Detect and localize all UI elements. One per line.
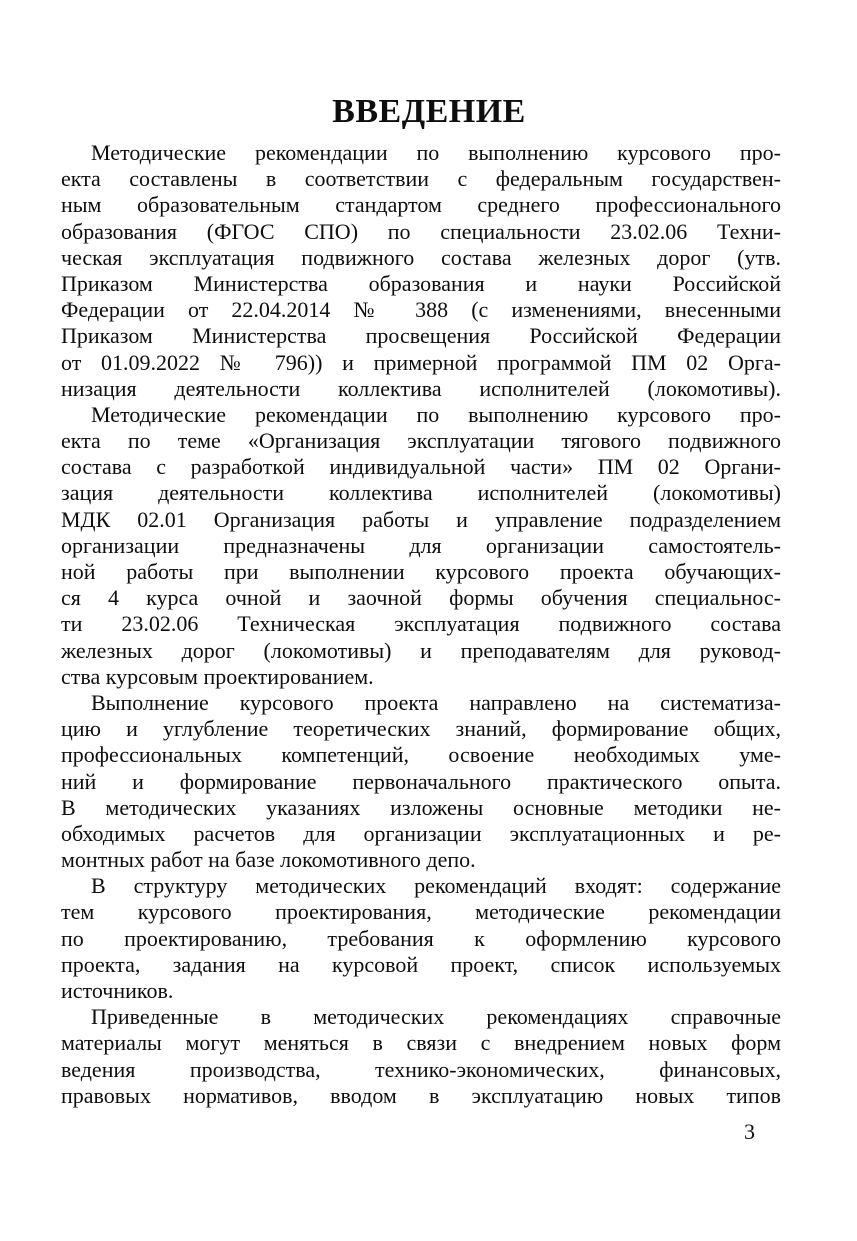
text-line: ведения производства, технико-экономических, финансовых, bbox=[61, 1056, 781, 1082]
text-line: организации предназначены для организации самостоятель- bbox=[61, 532, 781, 558]
text-line: В структуру методических рекомендаций входят: содержание bbox=[91, 873, 781, 899]
paragraph bbox=[61, 402, 781, 690]
text-line: ти 23.02.06 Техническая эксплуатация подвижного состава bbox=[61, 611, 781, 637]
text-line: низация деятельности коллектива исполнителей (локомотивы). bbox=[61, 375, 781, 401]
text-line: зация деятельности коллектива исполнителей (локомотивы) bbox=[61, 480, 781, 506]
paragraph bbox=[61, 1004, 781, 1109]
text-line: ной работы при выполнении курсового проекта обучающих- bbox=[61, 559, 781, 584]
paragraph bbox=[61, 140, 781, 402]
text-line: Приказом Министерства образования и науки Российской bbox=[61, 270, 781, 296]
text-line: проекта, задания на курсовой проект, список используемых bbox=[61, 951, 781, 977]
text-line: ся 4 курса очной и заочной формы обучения специальнос- bbox=[61, 585, 781, 611]
text-line: обходимых расчетов для организации эксплуатационных и ре- bbox=[61, 820, 781, 846]
text-line: Федерации от 22.04.2014 № 388 (с изменениями, внесенными bbox=[61, 297, 781, 323]
text-line: цию и углубление теоретических знаний, формирование общих, bbox=[61, 716, 781, 742]
text-line: профессиональных компетенций, освоение необходимых уме- bbox=[61, 742, 781, 768]
text-line: МДК 02.01 Организация работы и управление подразделением bbox=[61, 506, 781, 532]
text-line: екта по теме «Организация эксплуатации тягового подвижного bbox=[61, 428, 781, 454]
text-line: источников. bbox=[61, 978, 174, 1003]
text-line: Приведенные в методических рекомендациях справочные bbox=[91, 1004, 781, 1030]
text-line: состава с разработкой индивидуальной части» ПМ 02 Органи- bbox=[61, 454, 781, 480]
text-line: ным образовательным стандартом среднего профессионального bbox=[61, 192, 781, 218]
text-line: ний и формирование первоначального практического опыта. bbox=[61, 768, 781, 794]
text-line: монтных работ на базе локомотивного депо. bbox=[61, 847, 476, 873]
text-line: образования (ФГОС СПО) по специальности 23.02.06 Техни- bbox=[61, 218, 781, 244]
paragraph bbox=[61, 873, 781, 1004]
text-line: тем курсового проектирования, методические рекомендации bbox=[61, 899, 781, 925]
text-line: железных дорог (локомотивы) и преподавателям для руковод- bbox=[61, 637, 781, 663]
text-line: правовых нормативов, вводом в эксплуатацию новых типов bbox=[61, 1082, 781, 1108]
body-text bbox=[61, 140, 781, 1109]
content-column bbox=[61, 0, 781, 1145]
text-line: материалы могут меняться в связи с внедрением новых форм bbox=[61, 1030, 781, 1056]
text-line: Методические рекомендации по выполнению курсового про- bbox=[91, 401, 781, 427]
text-line: В методических указаниях изложены основные методики не- bbox=[61, 794, 781, 820]
paragraph bbox=[61, 690, 781, 873]
text-line: Выполнение курсового проекта направлено на систематиза- bbox=[91, 689, 781, 715]
text-line: Методические рекомендации по выполнению курсового про- bbox=[91, 140, 781, 165]
page-title: ВВЕДЕНИЕ bbox=[332, 93, 526, 130]
text-line: екта составлены в соответствии с федеральным государствен- bbox=[61, 166, 781, 192]
text-line: ческая эксплуатация подвижного состава железных дорог (утв. bbox=[61, 244, 781, 270]
page-number: 3 bbox=[744, 1118, 755, 1144]
text-line: ства курсовым проектированием. bbox=[61, 663, 374, 689]
text-line: от 01.09.2022 № 796)) и примерной программой ПМ 02 Орга- bbox=[61, 349, 781, 375]
text-line: Приказом Министерства просвещения Российской Федерации bbox=[61, 323, 781, 349]
text-line: по проектированию, требования к оформлению курсового bbox=[61, 925, 781, 951]
